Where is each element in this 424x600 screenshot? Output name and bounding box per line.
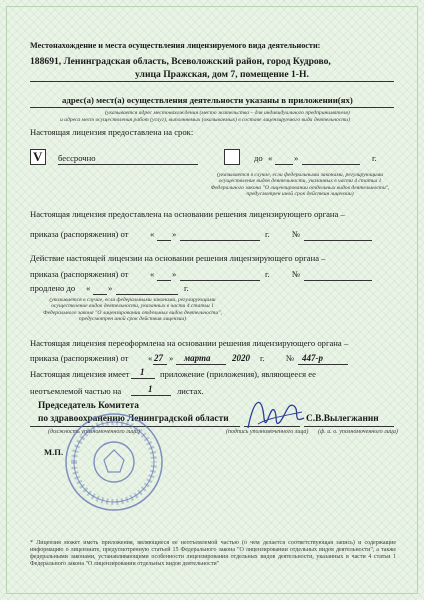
order-label: приказа (распоряжения) от — [30, 229, 129, 239]
stamp-label: М.П. — [44, 447, 64, 457]
suspended-label: Действие настоящей лицензии на основании решения лицензирующего органа – — [30, 253, 326, 263]
signature-note-1: (должность уполномоченного лица) — [48, 429, 140, 435]
extended-month-line — [116, 294, 178, 295]
addresses-in-appendix: адрес(а) мест(а) осуществления деятельности указаны в приложении(ях) — [62, 95, 353, 105]
reissue-quote-open: « — [148, 353, 153, 363]
order-month-line — [180, 240, 260, 241]
suspended-day-line — [157, 280, 171, 281]
indefinite-mark: V — [33, 149, 43, 164]
order-quote-open: « — [150, 229, 155, 239]
handwritten-signature — [244, 388, 308, 438]
suspended-number-sign: № — [292, 269, 301, 279]
address-note-2: и адреса мест осуществления работ (услуг), выполняемых (оказываемых) в составе лицензируемого вида деятельности) — [60, 117, 350, 123]
reissue-month-line — [176, 364, 226, 365]
appendix-suffix: приложение (приложения), являющееся ее — [160, 369, 316, 379]
order-year-suffix: г. — [265, 229, 270, 239]
suspended-month-line — [180, 280, 260, 281]
official-seal-stamp — [62, 410, 166, 514]
integral-label: неотъемлемой частью на — [30, 386, 122, 396]
appendix-count-line — [131, 378, 155, 379]
suspended-order-label: приказа (распоряжения) от — [30, 269, 129, 279]
reissue-number: 447-р — [302, 353, 323, 363]
extended-label: продлено до — [30, 283, 76, 293]
address-note-1: (указывается адрес местонахождения (место жительства – для индивидуального предпринимателя) — [105, 110, 350, 116]
reissue-order-label: приказа (распоряжения) от — [30, 353, 129, 363]
order-number-line — [304, 240, 372, 241]
location-header: Местонахождение и места осуществления лицензируемого вида деятельности: — [30, 41, 321, 50]
signatory-name: С.В.Вылегжанин — [306, 414, 379, 424]
until-year-suffix: г. — [372, 153, 377, 163]
signature-note-2: (подпись уполномоченного лица) — [226, 429, 309, 435]
extended-note: (указывается в случае, если федеральными законами, регулирующими осуществление видов деятельности, указанных в части 4 статьи 1 Федерального закона "О лицензировании отдельных видов деятельности", предусмотрен иной срок действия лицензии) — [43, 297, 222, 323]
reissue-number-line — [298, 364, 348, 365]
term-label: Настоящая лицензия предоставлена на срок: — [30, 127, 194, 137]
signature-note-3: (ф. и. о. уполномоченного лица) — [318, 429, 398, 435]
order-number-sign: № — [292, 229, 301, 239]
until-day-line — [275, 164, 293, 165]
address-line-1: 188691, Ленинградская область, Всеволожский район, город Кудрово, — [30, 56, 331, 67]
until-label: до — [254, 153, 263, 163]
signatory-title-2: по здравоохранению Ленинградской области — [38, 414, 229, 424]
until-month-line — [302, 164, 360, 165]
suspended-number-line — [304, 280, 372, 281]
reissue-number-sign: № — [286, 353, 295, 363]
reissue-day: 27 — [154, 353, 163, 363]
sheets-suffix: листах. — [177, 386, 204, 396]
suspended-quote-open: « — [150, 269, 155, 279]
indefinite-underline — [58, 164, 198, 165]
signatory-name-line — [304, 426, 394, 427]
suspended-quote-close: » — [172, 269, 177, 279]
extended-quote-open: « — [86, 283, 91, 293]
reissue-quote-close: » — [169, 353, 174, 363]
reissue-day-line — [153, 364, 167, 365]
appendix-count: 1 — [140, 367, 145, 377]
reissue-year-suffix: г. — [260, 353, 265, 363]
appendix-label: Настоящая лицензия имеет — [30, 369, 130, 379]
signatory-title-1: Председатель Комитета — [38, 401, 139, 411]
order-day-line — [157, 240, 171, 241]
sheets-count-line — [131, 395, 171, 396]
order-quote-close: » — [172, 229, 177, 239]
term-until-checkbox — [224, 149, 240, 165]
until-quote-open: « — [268, 153, 273, 163]
decision-label: Настоящая лицензия предоставлена на основании решения лицензирующего органа – — [30, 209, 345, 219]
address-underline — [30, 81, 394, 82]
indefinite-label: бессрочно — [58, 153, 96, 163]
sheets-count: 1 — [148, 384, 153, 394]
reissue-month: марта — [184, 353, 211, 363]
suspended-year-suffix: г. — [265, 269, 270, 279]
address-line-2: улица Пражская, дом 7, помещение 1-Н. — [135, 69, 309, 80]
extended-day-line — [93, 294, 107, 295]
appendix-underline — [30, 107, 394, 108]
extended-year-suffix: г. — [184, 283, 189, 293]
reissue-year: 2020 — [232, 353, 250, 363]
reissued-label: Настоящая лицензия переоформлена на основании решения лицензирующего органа – — [30, 338, 349, 348]
term-note: (указывается в случае, если федеральными законами, регулирующими осуществление видов деятельности, указанных в части 4 статьи 1 Федерального закона "О лицензировании отдельных видов деятельности", предусмотрен иной срок действия лицензии) — [210, 172, 390, 198]
until-quote-close: » — [294, 153, 299, 163]
footnote: * Лицензия может иметь приложения, являющиеся ее неотъемлемой частью (о чем делается соответствующая запись) и содержащие информацию о лицензиате, предусмотренную статьей 15 Федерального закона "О лицензировании отдельных видов деятельности", а также федеральными законами, устанавливающими особенности лицензирования отдельных видов деятельности, указанных в части 4 статьи 1 Федерального закона "О лицензировании отдельных видов деятельности" — [30, 540, 396, 567]
extended-quote-close: » — [108, 283, 113, 293]
